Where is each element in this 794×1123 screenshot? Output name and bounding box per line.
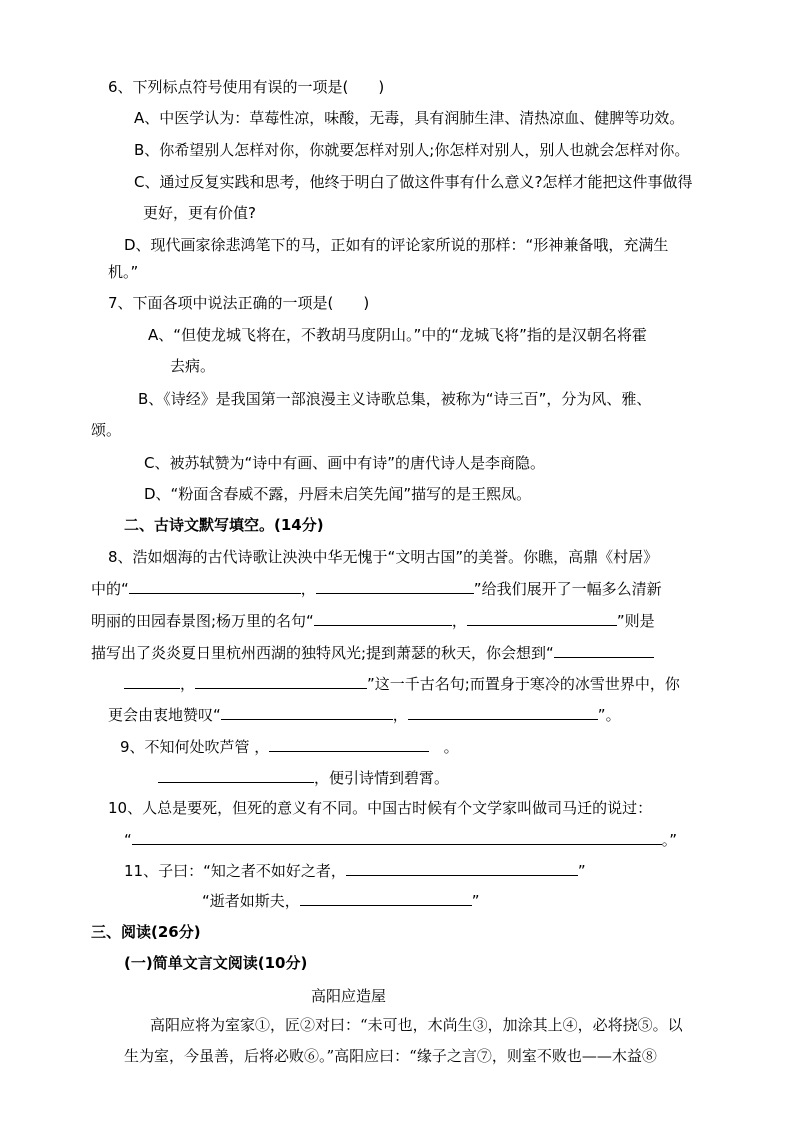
q8-line6: 更会由衷地赞叹“ ， ”。 (108, 706, 621, 724)
q6-option-c-line1: C、通过反复实践和思考，他终于明白了做这件事有什么意义?怎样才能把这件事做得 (134, 173, 693, 191)
q8-line5: ， ”这一千古名句;而置身于寒冷的冰雪世界中，你 (124, 673, 680, 694)
q7-option-a-line2: 去病。 (170, 357, 216, 375)
section-3-title: 三、阅读(26分) (91, 923, 201, 941)
q11-blank-2[interactable] (300, 890, 472, 906)
q9-blank-1[interactable] (269, 736, 429, 752)
q11-line1: 11、子曰：“知之者不如好之者， ” (124, 862, 586, 880)
passage-line2: 生为室，今虽善，后将必败⑥。”高阳应曰：“缘子之言⑦，则室不败也——木益⑧ (124, 1047, 657, 1065)
q6-option-b: B、你希望别人怎样对你，你就要怎样对别人;你怎样对别人，别人也就会怎样对你。 (134, 141, 690, 159)
q8-blank-8[interactable] (408, 704, 598, 720)
q8-line3: 明丽的田园春景图;杨万里的名句“ ， ”则是 (91, 612, 655, 630)
section-2-title: 二、古诗文默写填空。(14分) (124, 516, 324, 534)
q11-line2: “逝者如斯夫， ” (202, 892, 480, 910)
q8-blank-5[interactable] (554, 642, 654, 658)
q7-option-b-line1: B、《诗经》是我国第一部浪漫主义诗歌总集，被称为“诗三百”，分为风、雅、 (138, 390, 652, 408)
q8-blank-7[interactable] (221, 704, 393, 720)
q8-blank-6[interactable] (195, 673, 367, 689)
q7-option-a-line1: A、“但使龙城飞将在，不教胡马度阴山。”中的“龙城飞将”指的是汉朝名将霍 (148, 326, 647, 344)
q10-line1: 10、人总是要死，但死的意义有不同。中国古时候有个文学家叫做司马迁的说过： (108, 799, 653, 817)
q7-option-d: D、“粉面含春威不露，丹唇未启笑先闻”描写的是王熙凤。 (144, 485, 532, 503)
q8-line2: 中的“ ， ”给我们展开了一幅多么清新 (91, 580, 662, 598)
q7-option-c: C、被苏轼赞为“诗中有画、画中有诗”的唐代诗人是李商隐。 (144, 454, 546, 472)
q10-blank[interactable] (132, 829, 662, 845)
q7-option-b-line2: 颂。 (91, 421, 122, 439)
q8-line1: 8、浩如烟海的古代诗歌让泱泱中华无愧于“文明古国”的美誉。你瞧，高鼎《村居》 (108, 548, 659, 566)
passage-line1: 高阳应将为室家①，匠②对曰：“未可也，木尚生③，加涂其上④，必将挠⑤。以 (150, 1016, 683, 1034)
q10-line2: “ 。” (124, 831, 678, 849)
q6-stem: 6、下列标点符号使用有误的一项是( ) (108, 78, 385, 96)
q8-line4: 描写出了炎炎夏日里杭州西湖的独特风光;提到萧瑟的秋天，你会想到“ (91, 642, 654, 663)
q6-option-a: A、中医学认为：草莓性凉，味酸，无毒，具有润肺生津、清热凉血、健脾等功效。 (134, 109, 685, 127)
q9-line2: ，便引诗情到碧霄。 (158, 767, 449, 788)
q8-blank-3[interactable] (314, 610, 452, 626)
q9-blank-2[interactable] (158, 767, 314, 783)
q6-option-c-line2: 更好，更有价值? (143, 204, 256, 222)
q8-blank-2[interactable] (316, 578, 474, 594)
section-3-subtitle: (一)简单文言文阅读(10分) (124, 954, 308, 972)
q8-blank-1[interactable] (129, 578, 301, 594)
q11-blank-1[interactable] (346, 860, 578, 876)
q8-blank-5-cont[interactable] (124, 673, 180, 689)
q6-option-d-line2: 机。” (108, 263, 139, 281)
q9-line1: 9、不知何处吹芦管 ， 。 (120, 738, 459, 756)
q8-blank-4[interactable] (467, 610, 617, 626)
q7-stem: 7、下面各项中说法正确的一项是( ) (108, 294, 370, 312)
q6-option-d-line1: D、现代画家徐悲鸿笔下的马，正如有的评论家所说的那样：“形神兼备哦，充满生 (124, 236, 669, 254)
passage-title: 高阳应造屋 (311, 987, 387, 1005)
